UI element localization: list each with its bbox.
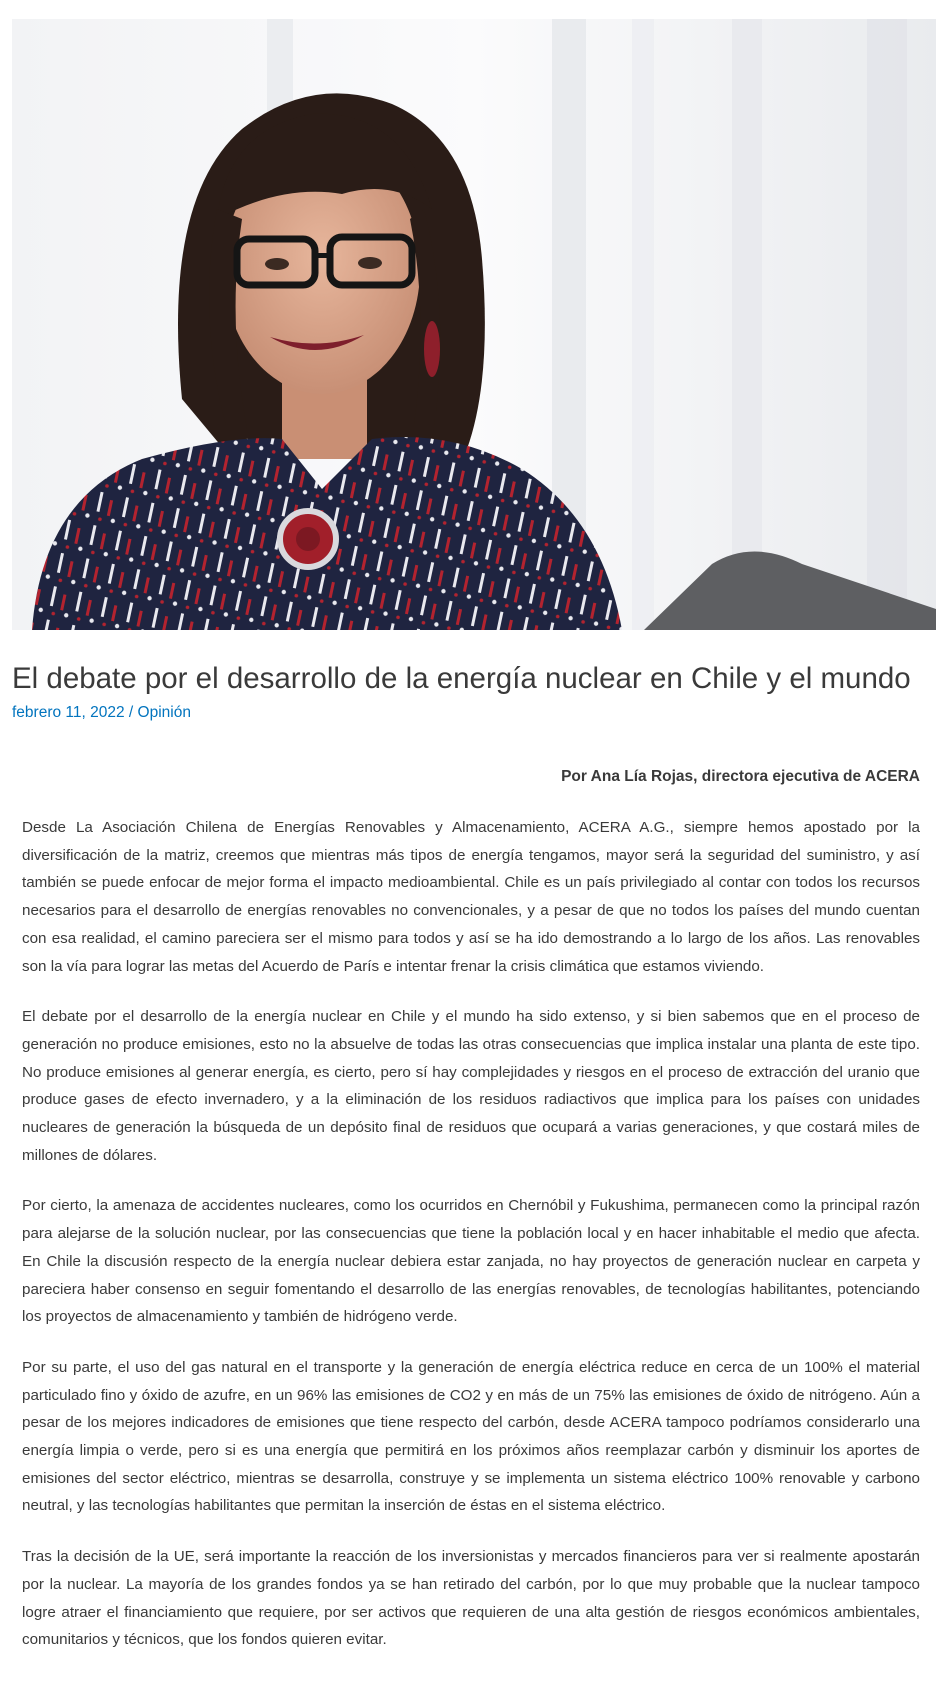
article-paragraph: Desde La Asociación Chilena de Energías Renovables y Almacenamiento, ACERA A.G., siempre hemos apostado por la diversificación de la matriz, creemos que mientras más tipos de energía tengamos, mayor será la seguridad del suministro, y así también se puede enfocar de mejor forma el impacto medioambiental. Chile es un país privilegiado al contar con todos los recursos necesarios para el desarrollo de energías renovables no convencionales, y a pesar de que no todos los países del mundo cuentan con esa realidad, el camino pareciera ser el mismo para todos y así se ha ido demostrando a lo largo de los años. Las renovables son la vía para lograr las metas del Acuerdo de París e intentar frenar la crisis climática que estamos viviendo.	[22, 819, 920, 975]
article-title: El debate por el desarrollo de la energía nuclear en Chile y el mundo	[12, 662, 911, 695]
article-paragraph: Por su parte, el uso del gas natural en el transporte y la generación de energía eléctrica reduce en cerca de un 100% el material particulado fino y óxido de azufre, en un 96% las emisiones de CO2 y en más de un 75% las emisiones de óxido de nitrógeno. Aún a pesar de los mejores indicadores de emisiones que tiene respecto del carbón, desde ACERA tampoco podríamos considerarlo una energía limpia o verde, pero si es una energía que permitirá en los próximos años reemplazar carbón y disminuir los aportes de emisiones del sector eléctrico, mientras se desarrolla, construye y se implementa un sistema eléctrico 100% renovable y carbono neutral, y las tecnologías habilitantes que permitan la inserción de éstas en el sistema eléctrico.	[22, 1358, 920, 1515]
post-meta	[12, 702, 191, 724]
article-body	[22, 814, 920, 1677]
article-paragraph: Tras la decisión de la UE, será importante la reacción de los inversionistas y mercados financieros para ver si realmente apostarán por la nuclear. La mayoría de los grandes fondos ya se han retirado del carbón, por lo que muy probable que la nuclear tampoco logre atraer el financiamiento que requiere, por ser activos que requieren de una alta gestión de riesgos económicos ambientales, comunitarios y técnicos, que los fondos quieren evitar.	[22, 1548, 920, 1649]
article-paragraph: Por cierto, la amenaza de accidentes nucleares, como los ocurridos en Chernóbil y Fukushima, permanecen como la principal razón para alejarse de la solución nuclear, por las consecuencias que tiene la población local y en hacer inhabitable el medio que afecta. En Chile la discusión respecto de la energía nuclear debiera estar zanjada, no hay proyectos de generación nuclear en carpeta y pareciera haber consenso en seguir fomentando el desarrollo de las energías renovables, de tecnologías habilitantes, potenciando los proyectos de almacenamiento y también de hidrógeno verde.	[22, 1197, 920, 1326]
featured-image	[12, 19, 936, 630]
meta-separator: /	[124, 704, 138, 721]
article-paragraph: El debate por el desarrollo de la energía nuclear en Chile y el mundo ha sido extenso, y si bien sabemos que en el proceso de generación no produce emisiones, esto no la absuelve de todas las otras consecuencias que implica instalar una planta de este tipo. No produce emisiones al generar energía, es cierto, pero sí hay complejidades y riesgos en el proceso de extracción del uranio que produce gases de efecto invernadero, y a la eliminación de los residuos radiactivos que implica para los países con unidades nucleares de generación la búsqueda de un depósito final de residuos que ocupará a varias generaciones, y que costará miles de millones de dólares.	[22, 1008, 920, 1164]
portrait-photo-icon	[12, 19, 936, 630]
article-byline: Por Ana Lía Rojas, directora ejecutiva de ACERA	[561, 768, 920, 785]
category-link[interactable]: Opinión	[137, 704, 191, 721]
post-date-link[interactable]: febrero 11, 2022	[12, 704, 125, 721]
